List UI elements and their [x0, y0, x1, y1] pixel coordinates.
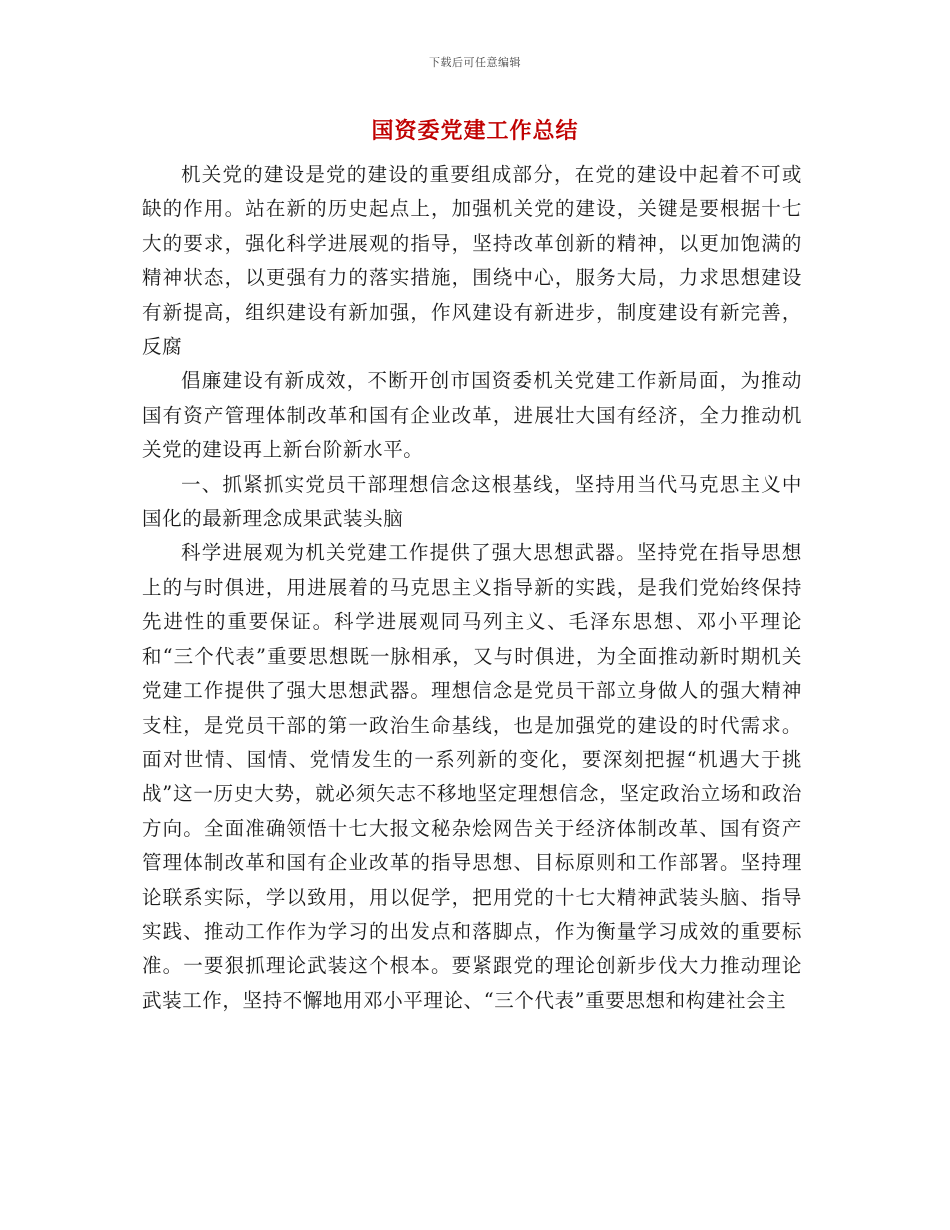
section-heading-1: 一、抓紧抓实党员干部理想信念这根基线，坚持用当代马克思主义中国化的最新理念成果武装头脑 [142, 472, 802, 531]
paragraph-3: 科学进展观为机关党建工作提供了强大思想武器。坚持党在指导思想上的与时俱进，用进展着的马克思主义指导新的实践，是我们党始终保持先进性的重要保证。科学进展观同马列主义、毛泽东思想、邓小平理论和“三个代表”重要思想既一脉相承，又与时俱进，为全面推动新时期机关党建工作提供了强大思想武器。理想信念是党员干部立身做人的强大精神支柱，是党员干部的第一政治生命基线，也是加强党的建设的时代需求。面对世情、国情、党情发生的一系列新的变化，要深刻把握“机遇大于挑战”这一历史大势，就必须矢志不移地坚定理想信念，坚定政治立场和政治方向。全面准确领悟十七大报文秘杂烩网告关于经济体制改革、国有资产管理体制改革和国有企业改革的指导思想、目标原则和工作部署。坚持理论联系实际，学以致用，用以促学，把用党的十七大精神武装头脑、指导实践、推动工作作为学习的出发点和落脚点，作为衡量学习成效的重要标准。一要狠抓理论武装这个根本。要紧跟党的理论创新步伐大力推动理论武装工作，坚持不懈地用邓小平理论、“三个代表”重要思想和构建社会主 [142, 541, 802, 1012]
paragraph-2: 倡廉建设有新成效，不断开创市国资委机关党建工作新局面，为推动国有资产管理体制改革和国有企业改革，进展壮大国有经济，全力推动机关党的建设再上新台阶新水平。 [142, 369, 802, 462]
header-note: 下载后可任意编辑 [429, 56, 521, 69]
document-body [142, 158, 802, 1018]
paragraph-1: 机关党的建设是党的建设的重要组成部分，在党的建设中起着不可或缺的作用。站在新的历史起点上，加强机关党的建设，关键是要根据十七大的要求，强化科学进展观的指导，坚持改革创新的精神，以更加饱满的精神状态，以更强有力的落实措施，围绕中心，服务大局，力求思想建设有新提高，组织建设有新加强，作风建设有新进步，制度建设有新完善，反腐 [142, 163, 802, 359]
document-title: 国资委党建工作总结 [371, 118, 579, 144]
